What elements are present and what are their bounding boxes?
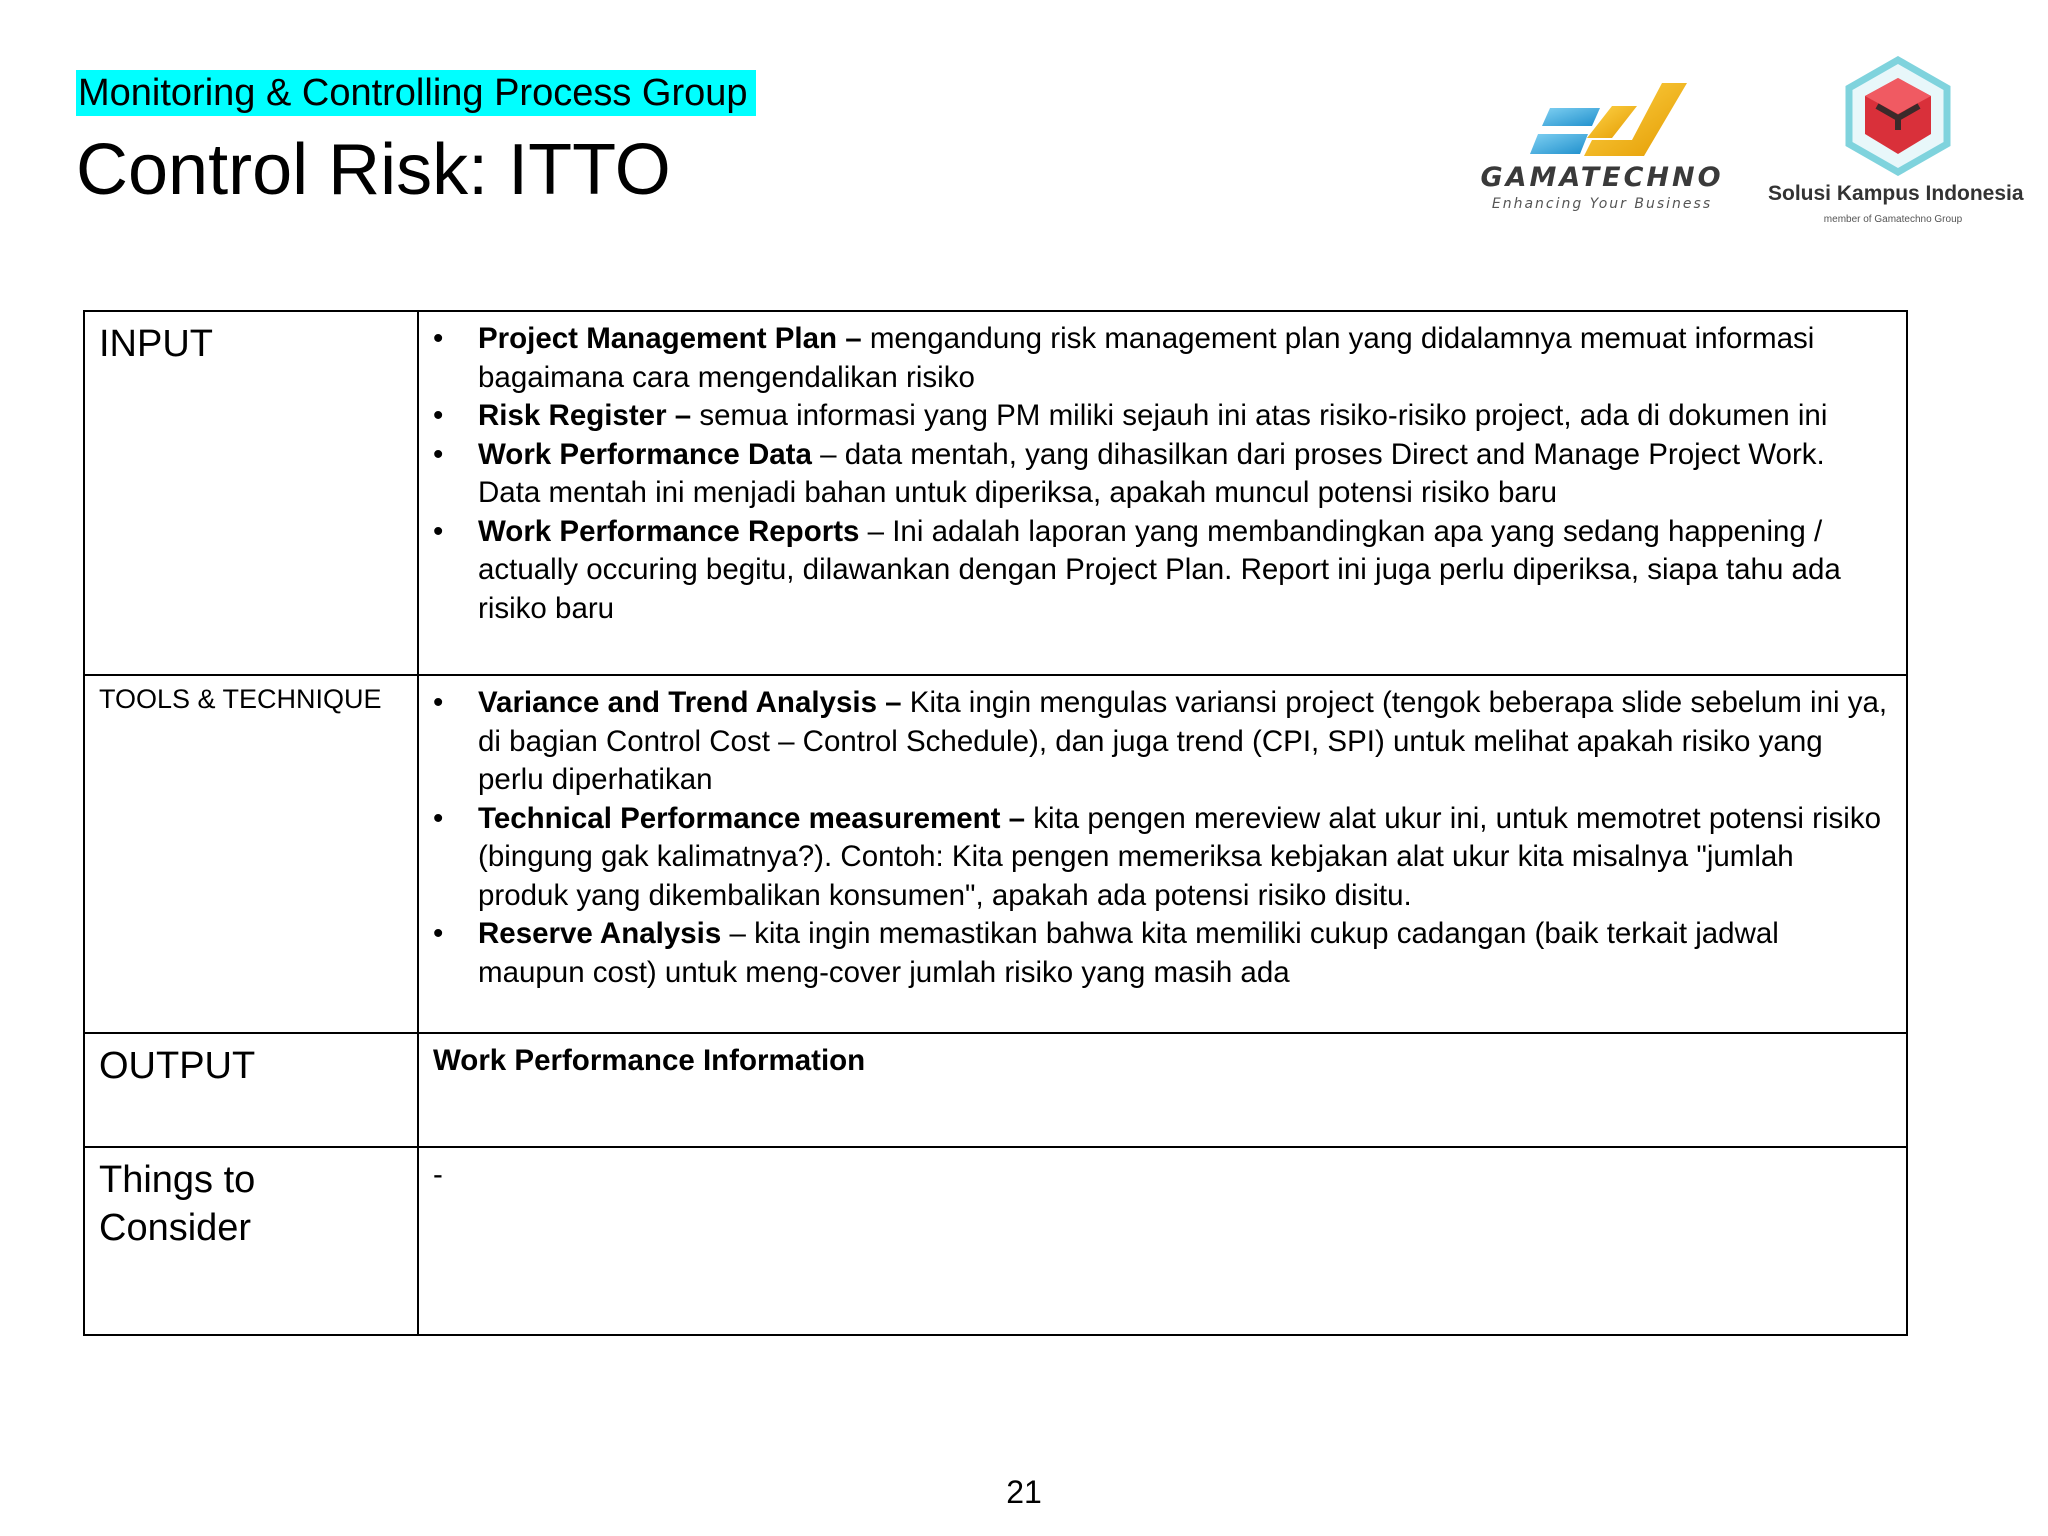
list-item <box>433 800 1892 916</box>
solusi-kampus-member-note: member of Gamatechno Group <box>1823 214 1963 225</box>
gamatechno-tagline: Enhancing Your Business <box>1491 196 1713 212</box>
bullet-glyph: • <box>433 514 444 548</box>
list-item <box>433 915 1892 992</box>
solusi-kampus-logo <box>1768 56 2024 236</box>
things-to-consider-label: Things to Consider <box>84 1147 418 1335</box>
input-list <box>433 320 1892 628</box>
tools-content <box>418 675 1907 1033</box>
section-label: Monitoring & Controlling Process Group <box>76 70 756 116</box>
page-title: Control Risk: ITTO <box>76 130 671 210</box>
bullet-glyph: • <box>433 917 444 950</box>
list-item <box>433 684 1892 800</box>
bullet-glyph: • <box>433 322 444 355</box>
list-item-text: semua informasi yang PM miliki sejauh ini atas risiko-risiko project, ada di dokumen ini <box>691 399 1828 432</box>
table-row-things-to-consider <box>84 1147 1907 1335</box>
list-item-term: Variance and Trend Analysis – <box>478 686 902 719</box>
solusi-kampus-name: Solusi Kampus Indonesia <box>1768 182 2024 205</box>
things-to-consider-content: - <box>418 1147 1907 1335</box>
list-item-term: Work Performance Data <box>478 437 812 471</box>
list-item-text: Kita ingin mengulas variansi project (tengok beberapa slide sebelum ini ya, di bagian Control Cost – Control Schedule), dan juga trend (CPI, SPI) untuk melihat apakah risiko yang perlu diperhatikan <box>478 686 1888 796</box>
list-item-text: kita pengen mereview alat ukur ini, untuk memotret potensi risiko (bingung gak kalimatnya?). Contoh: Kita pengen memeriksa kebjakan alat ukur kita misalnya "jumlah produk yang dikembalikan konsumen", apakah ada potensi risiko disitu. <box>478 801 1881 912</box>
list-item-text: – Ini adalah laporan yang membandingkan apa yang sedang happening / actually occuring begitu, dilawankan dengan Project Plan. Report ini juga perlu diperiksa, siapa tahu ada risiko baru <box>478 514 1841 625</box>
list-item-text: mengandung risk management plan yang didalamnya memuat informasi bagaimana cara mengendalikan risiko <box>478 322 1815 394</box>
list-item-text: – data mentah, yang dihasilkan dari proses Direct and Manage Project Work. Data mentah ini menjadi bahan untuk diperiksa, apakah muncul potensi risiko baru <box>478 437 1825 509</box>
list-item <box>433 513 1892 629</box>
list-item <box>433 320 1892 397</box>
solusi-kampus-emblem-icon <box>1843 56 1953 176</box>
list-item <box>433 436 1892 513</box>
list-item-text: – kita ingin memastikan bahwa kita memiliki cukup cadangan (baik terkait jadwal maupun cost) untuk meng-cover jumlah risiko yang masih ada <box>478 917 1779 989</box>
gamatechno-wordmark: GAMATECHNO <box>1480 162 1724 193</box>
list-item-term: Project Management Plan – <box>478 322 862 355</box>
list-item-term: Technical Performance measurement – <box>478 801 1026 835</box>
list-item <box>433 397 1892 436</box>
itto-table <box>83 310 1908 1336</box>
output-label: OUTPUT <box>84 1033 418 1147</box>
bullet-glyph: • <box>433 437 444 471</box>
table-row-tools <box>84 675 1907 1033</box>
page-number: 21 <box>1006 1474 1042 1510</box>
bullet-glyph: • <box>433 801 444 835</box>
gamatechno-logo-mark <box>1462 78 1742 168</box>
gamatechno-logo <box>1462 78 1742 218</box>
tools-label: TOOLS & TECHNIQUE <box>84 675 418 1033</box>
list-item-term: Work Performance Reports <box>478 514 860 548</box>
list-item-term: Risk Register – <box>478 399 692 432</box>
input-content <box>418 311 1907 675</box>
list-item-term: Reserve Analysis <box>478 917 722 950</box>
input-label: INPUT <box>84 311 418 675</box>
tools-list <box>433 684 1892 992</box>
bullet-glyph: • <box>433 399 444 432</box>
table-row-output <box>84 1033 1907 1147</box>
output-content: Work Performance Information <box>418 1033 1907 1147</box>
table-row-input <box>84 311 1907 675</box>
bullet-glyph: • <box>433 686 444 719</box>
